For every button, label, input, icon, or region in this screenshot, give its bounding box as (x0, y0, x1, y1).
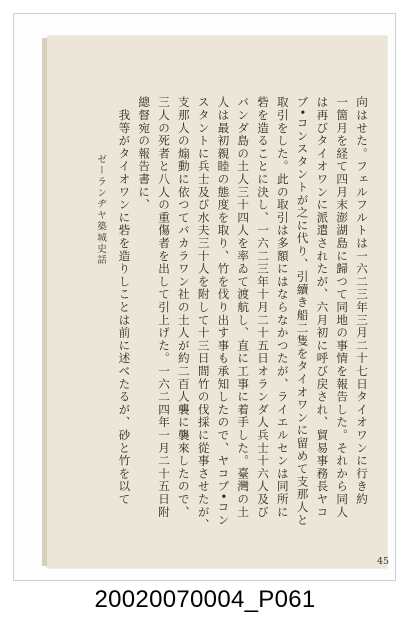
text-line: 我等がタイオワンに砦を造りしことは前に述べたるが、砂と竹を以て (117, 96, 132, 506)
text-line: 一箇月を経て四月末澎湖島に歸つて同地の事情を報告した。それから同人 (335, 96, 350, 519)
text-line: 取引をした。此の取引は多額にはならなかつたが、ライエルセンは同所に (275, 96, 290, 519)
scan-frame (13, 13, 396, 581)
book-page (47, 36, 390, 568)
text-line: は再びタイオワンに派遣されたが、六月初に呼び戻され、貿易事務長ヤコ (315, 96, 330, 519)
text-line: 砦を造ることに決し、一六二三年十月二十五日オランダ人兵士十六人及び (256, 96, 271, 519)
page-number: 45 (377, 556, 390, 567)
text-line: ブ•コンスタントが之に代り、引續き船二隻をタイオワンに留めて支那人と (295, 96, 310, 527)
text-line: スタントに兵士及び水夫三十人を附して十三日間竹の伐採に從事させたが、 (196, 96, 211, 532)
image-caption: 20020070004_P061 (94, 586, 316, 613)
text-line: 人は最初親睦の態度を取り、竹を伐り出す事も承知したので、ヤコブ•コン (216, 96, 231, 527)
body-text (107, 96, 371, 536)
text-line: 向はせた。フェルフルトは一六二三年三月二十七日タイオワンに行き約 (355, 96, 369, 506)
running-head: ゼーランヂヤ築城史話 (95, 154, 106, 266)
text-line: 總督宛の報告書に、 (137, 96, 152, 212)
text-line: 支那人の煽動に依つてバカラワン社の土人が約二百人襲に襲來したので、 (176, 96, 191, 519)
text-line: 三人の死者と八人の重傷者を出して引上げた。一六二四年一月二十五日附 (157, 96, 172, 519)
text-line: バンダ島の土人三十四人を率ゐて渡航し、直に工事に着手した。臺灣の土 (236, 96, 251, 519)
